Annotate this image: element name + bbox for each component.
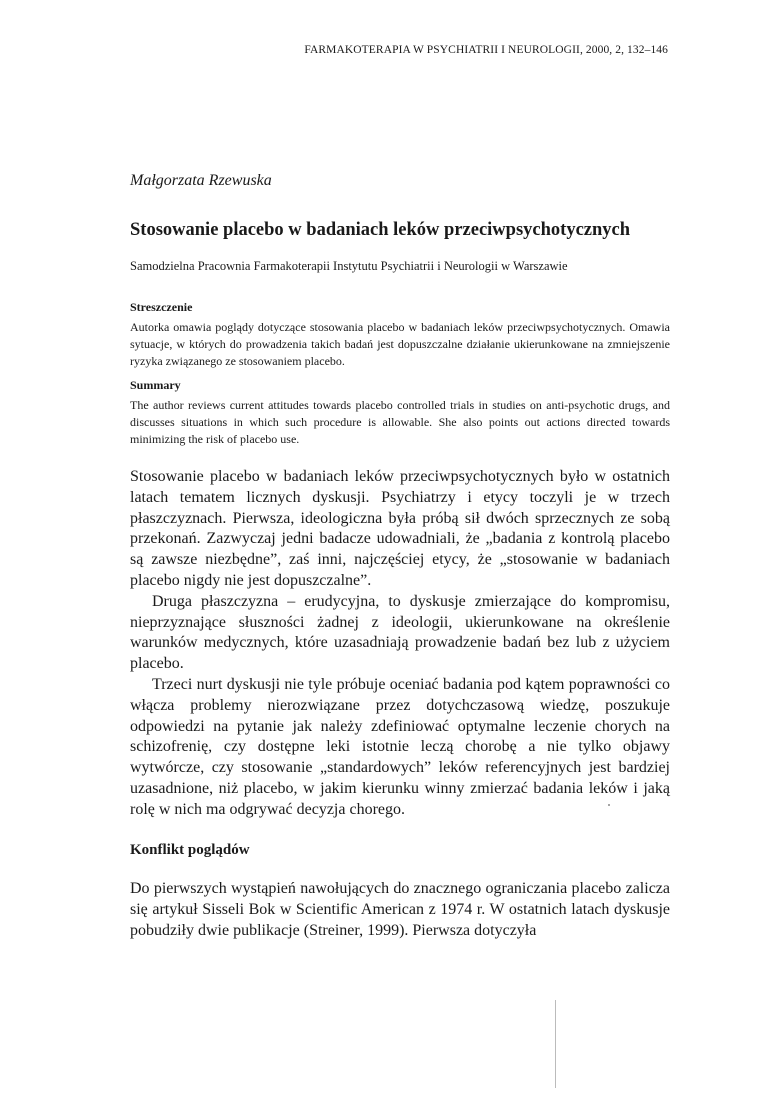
article-body xyxy=(130,467,670,821)
body-paragraph-1: Stosowanie placebo w badaniach leków przeciwpsychotycznych było w ostatnich latach tematem licznych dyskusji. Psychiatrzy i etycy toczyli je w trzech płaszczyznach. Pierwsza, ideologiczna była próbą sił dwóch sprzecznych ze sobą przekonań. Zazwyczaj jedni badacze udowadniali, że „badania z kontrolą placebo są zawsze niezbędne”, zaś inni, najczęściej etycy, że „stosowanie w badaniach placebo nigdy nie jest dopuszczalne”. xyxy=(130,468,670,589)
article-title: Stosowanie placebo w badaniach leków przeciwpsychotycznych xyxy=(130,220,631,240)
section-paragraph: Do pierwszych wystąpień nawołujących do znacznego ograniczania placebo zalicza się artykuł Sisseli Bok w Scientific American z 1974 r. W ostatnich latach dyskusje pobudziły dwie publikacje (Streiner, 1999). Pierwsza dotyczyła xyxy=(130,880,670,939)
article-author: Małgorzata Rzewuska xyxy=(130,172,272,189)
abstract-polish-text: Autorka omawia poglądy dotyczące stosowania placebo w badaniach leków przeciwpsychotycznych. Omawia sytuacje, w których do prowadzenia takich badań jest dopuszczalne działanie ukierunkowane na zmniejszenie ryzyka związanego ze stosowaniem placebo. xyxy=(130,320,670,368)
abstract-english-text: The author reviews current attitudes towards placebo controlled trials in studies on anti-psychotic drugs, and discusses situations in which such procedure is allowable. She also points out actions directed towards minimizing the risk of placebo use. xyxy=(130,398,670,446)
body-paragraph-2: Druga płaszczyzna – erudycyjna, to dyskusje zmierzające do kompromisu, nieprzyznające słuszności żadnej z ideologii, ukierunkowane na określenie warunków medycznych, które uzasadniają prowadzenie badań bez lub z użyciem placebo. xyxy=(130,592,670,673)
article-affiliation: Samodzielna Pracownia Farmakoterapii Instytutu Psychiatrii i Neurologii w Warszawie xyxy=(130,259,568,273)
abstract-polish-heading: Streszczenie xyxy=(130,300,193,314)
scan-speck xyxy=(608,804,610,806)
body-paragraph-3: Trzeci nurt dyskusji nie tyle próbuje oceniać badania pod kątem poprawności co włącza problemy nierozwiązane przez dotychczasową wiedzę, poszukuje odpowiedzi na pytanie jak należy zdefiniować optymalne leczenie chorych na schizofrenię, czy dostępne leki istotnie leczą chorobę a nie tylko objawy wytwórcze, czy stosowanie „standardowych” leków referencyjnych jest bardziej uzasadnione, niż placebo, w jakim kierunku winny zmierzać badania leków i jaką rolę w nich ma odgrywać decyzja chorego. xyxy=(130,675,670,818)
abstract-polish xyxy=(130,300,670,370)
section-heading: Konflikt poglądów xyxy=(130,842,250,858)
journal-running-header: FARMAKOTERAPIA W PSYCHIATRII I NEUROLOGII, 2000, 2, 132–146 xyxy=(304,44,668,56)
abstract-english-heading: Summary xyxy=(130,378,181,392)
scan-margin-line xyxy=(555,1000,556,1088)
abstract-english xyxy=(130,378,670,448)
